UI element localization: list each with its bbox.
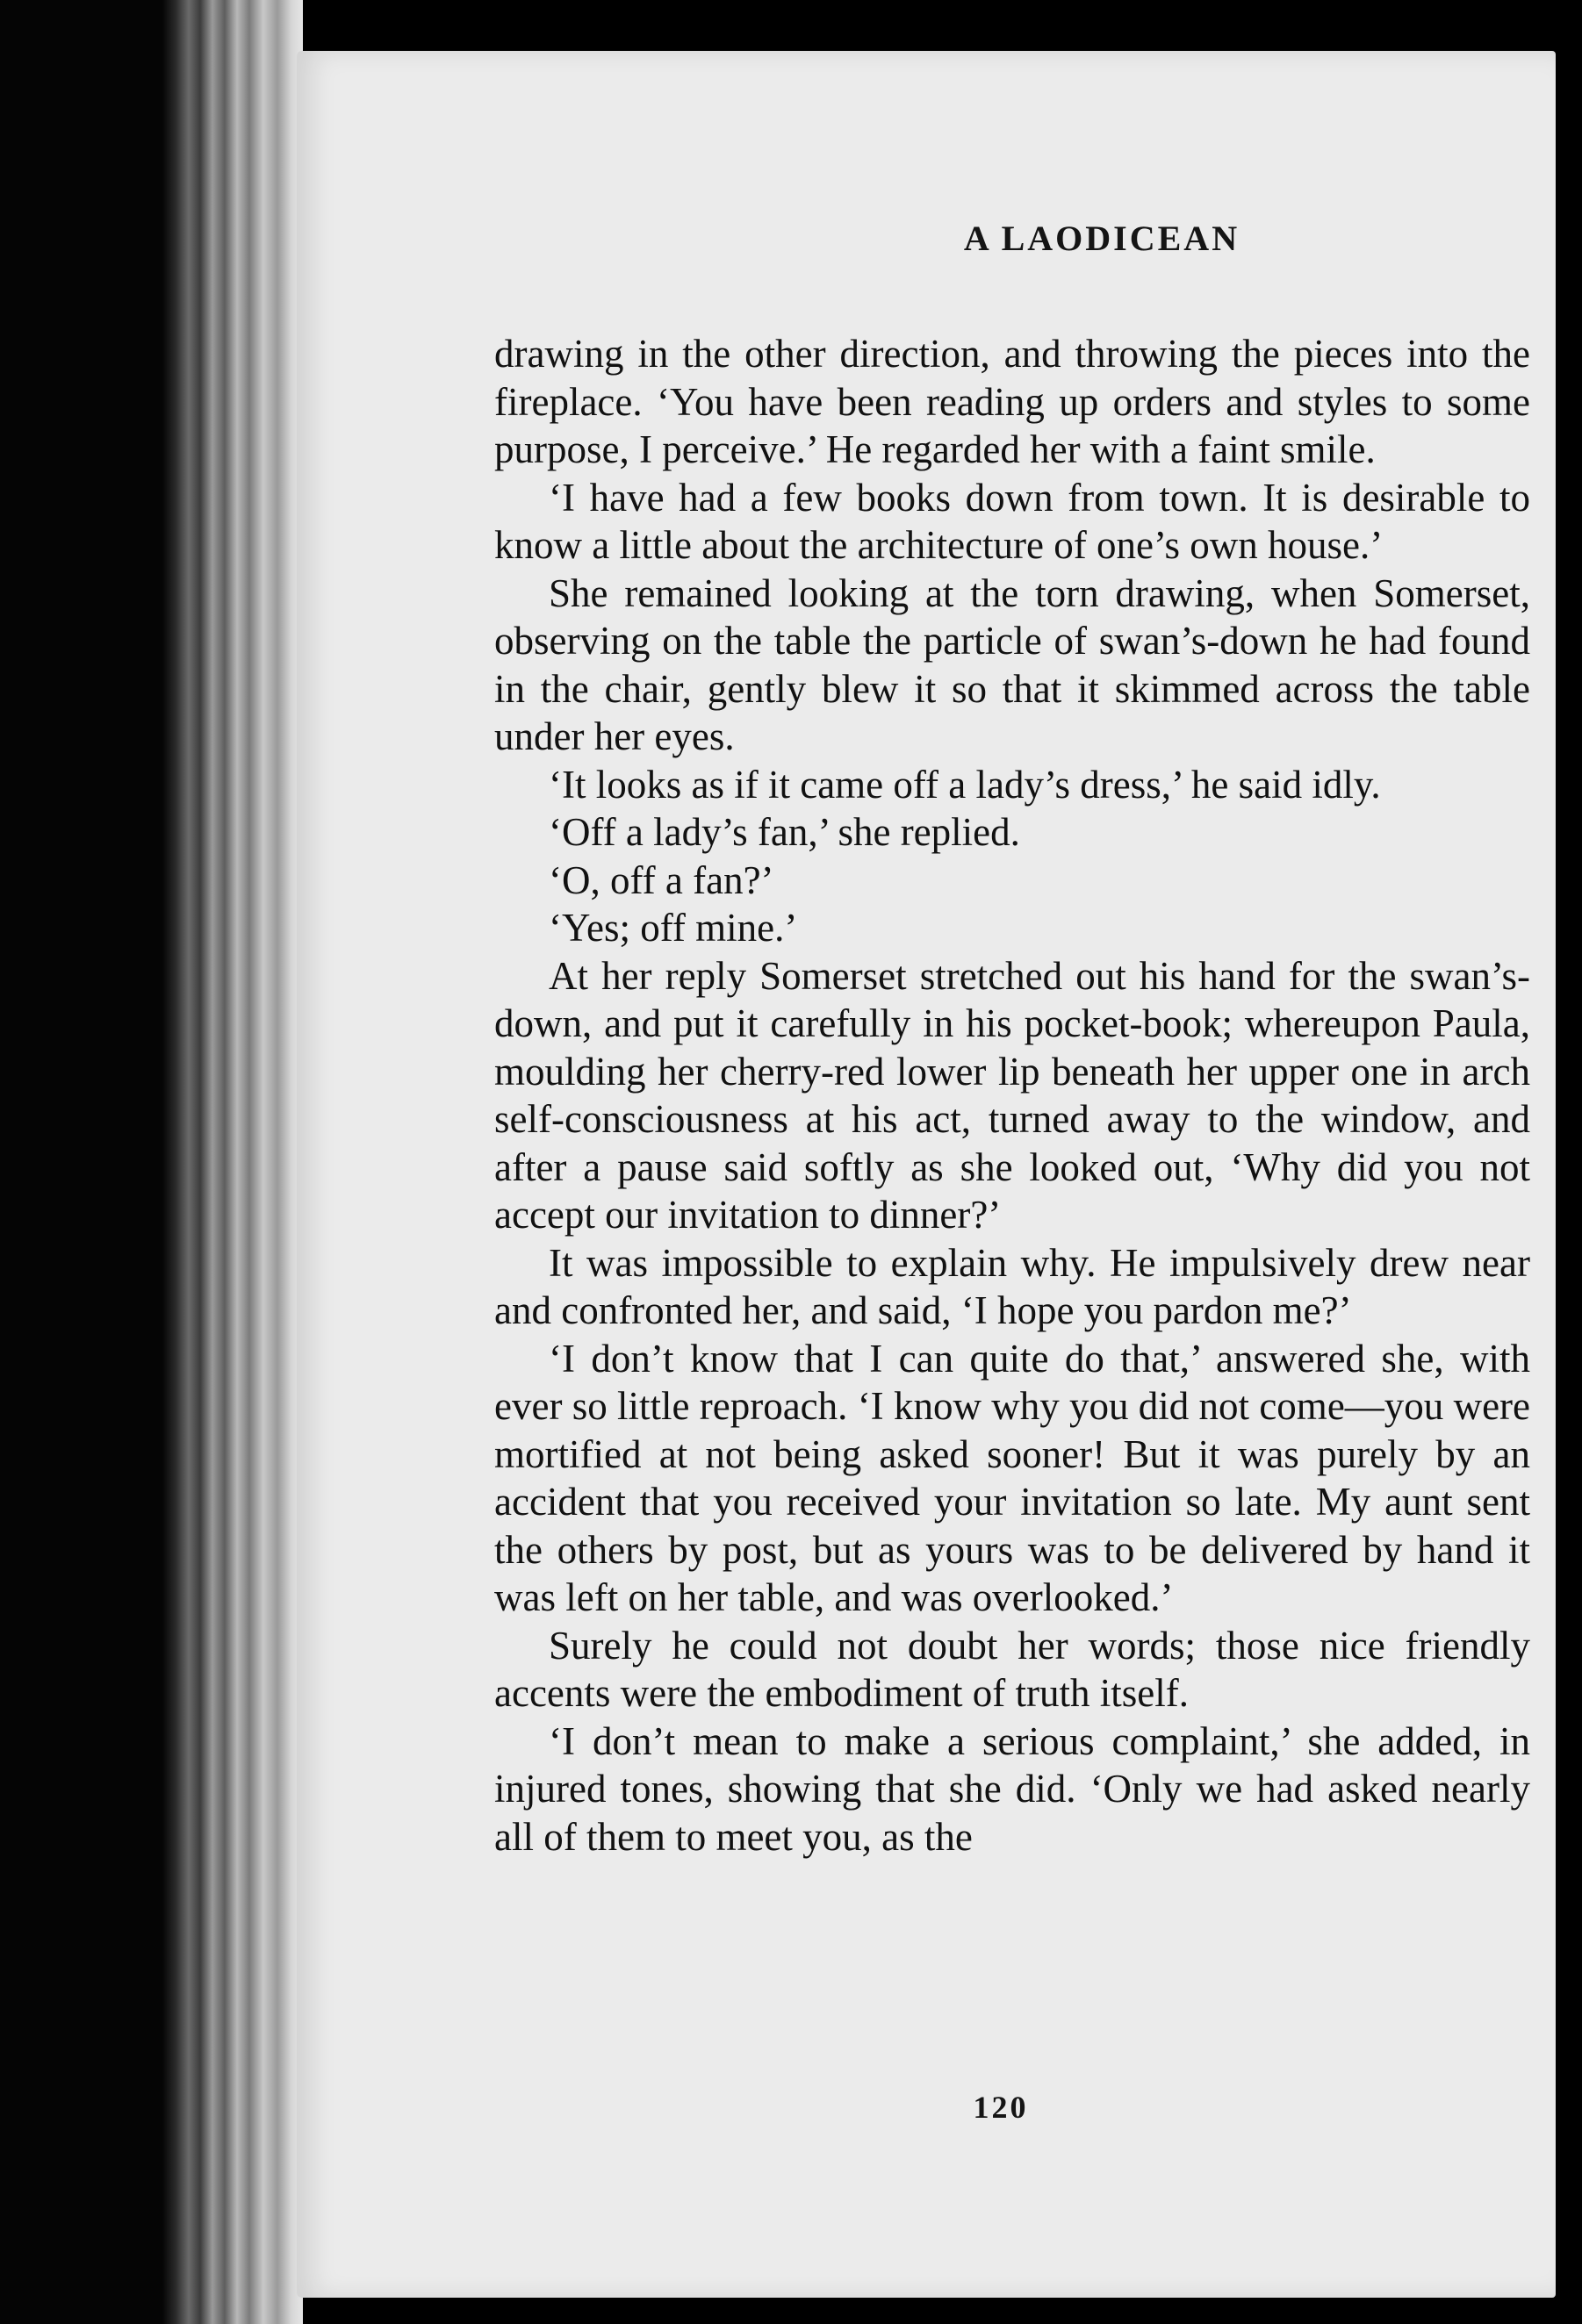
book-spine (0, 0, 303, 2324)
paragraph: ‘I have had a few books down from town. It is desirable to know a little about the architecture of one’s own house.’ (494, 475, 1530, 567)
paragraph: drawing in the other direction, and throwing the pieces into the fireplace. ‘You have been reading up orders and styles to some purpose, I perceive.’ He regarded her with a faint smile. (494, 332, 1530, 471)
paragraph: Surely he could not doubt her words; those nice friendly accents were the embodiment of truth itself. (494, 1623, 1530, 1715)
body-text (494, 330, 1530, 1861)
running-head: A LAODICEAN (963, 219, 1240, 258)
page-number: 120 (973, 2090, 1029, 2125)
paragraph: ‘It looks as if it came off a lady’s dress,’ he said idly. (549, 762, 1381, 807)
paragraph: ‘I don’t know that I can quite do that,’ answered she, with ever so little reproach. ‘I know why you did not come—you were mortified at not being asked sooner! But it was purely by an accident that you received your invitation so late. My aunt sent the others by post, but as yours was to be delivered by hand it was left on her table, and was overlooked.’ (494, 1336, 1530, 1619)
paragraph: She remained looking at the torn drawing, when Somerset, observing on the table the particle of swan’s-down he had found in the chair, gently blew it so that it skimmed across the table under her eyes. (494, 570, 1530, 758)
paragraph: It was impossible to explain why. He impulsively drew near and confronted her, and said, ‘I hope you pardon me?’ (494, 1240, 1530, 1332)
paragraph: ‘O, off a fan?’ (549, 857, 774, 902)
page-sheet (297, 51, 1556, 2298)
paragraph: ‘I don’t mean to make a serious complaint,’ she added, in injured tones, showing that she did. ‘Only we had asked nearly all of them to meet you, as the (494, 1718, 1530, 1859)
paragraph: ‘Off a lady’s fan,’ she replied. (549, 810, 1020, 854)
paragraph: At her reply Somerset stretched out his hand for the swan’s-down, and put it carefully in his pocket-book; whereupon Paula, moulding her cherry-red lower lip beneath her upper one in arch self-consciousness at his act, turned away to the window, and after a pause said softly as she looked out, ‘Why did you not accept our invitation to dinner?’ (494, 953, 1530, 1237)
paragraph: ‘Yes; off mine.’ (549, 906, 798, 950)
